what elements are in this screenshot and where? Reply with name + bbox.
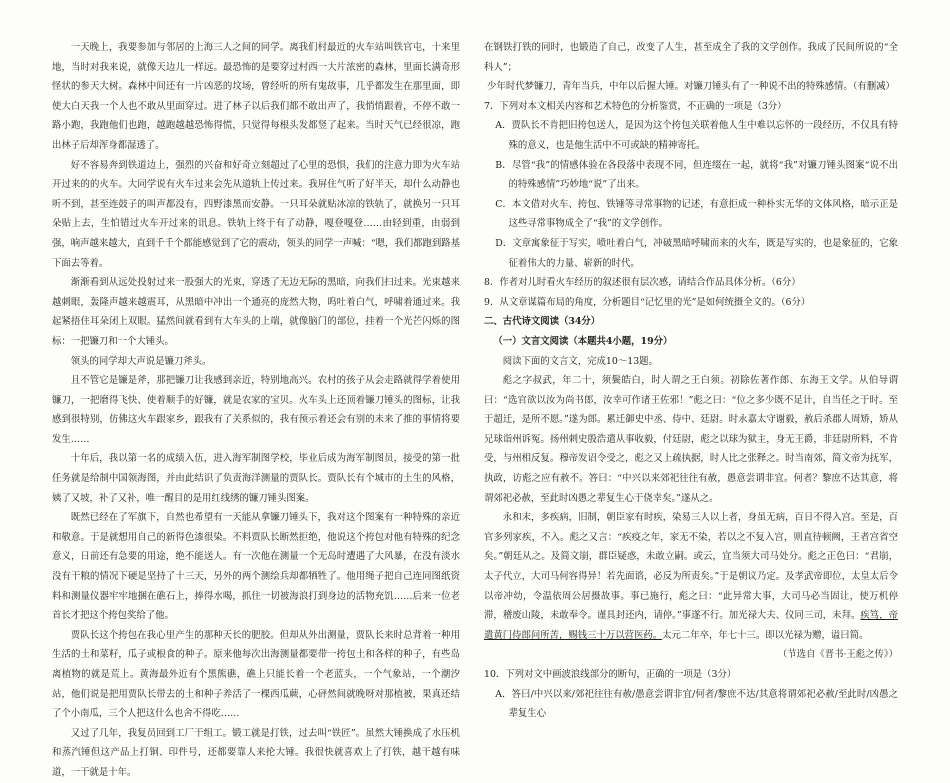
paragraph: 好不容易奔到铁道边上，强烈的兴奋和好奇立刻超过了心里的恐惧，我们的注意力即为火车站开过来的的火车。大同学说有火车过来会先从道轨上传过来。我屏住气听了好半天，却什么动静也听不到，甚至连鼓子的叫声都没有，四野漆黑而安静。一只耳朵就贴冰凉的铁轨了，就换另一只耳朵贴上去，生怕错过火车开过来的讯息。铁轨上终于有了动静，嘎登嘎登……由轻到重，由弱到强，响声越来越大，直到千千个都能感觉到了它的震动，领头的同学一声喊：“嗯，我们都跑到路基下面去等着。	[52, 159, 460, 269]
question-7: 7．下列对本文相关内容和艺术特色的分析鉴赏，不正确的一项是（3分）	[484, 100, 787, 112]
paragraph: 渐渐看到从远处投射过来一股强大的光束，穿透了无边无际的黑暗，向我们扫过来。光束越来越刺眼，轰隆声越来越震耳，从黑暗中冲出一个通亮的庞然大物，呜吐着白气，呼啸着通过来。我起紧捂住耳朵闭上双眼。猛然间就看到有大车头的上端，就像脑门的部位，挂着一个光芒闪烁的图标：一把镰刀和一个大锤头。	[52, 277, 460, 347]
paragraph: 贾队长这个挎包在我心里产生的那种天长的肥胶。但却从外出测量，贾队长来时总背着一种用生活的土和菜籽，瓜子或根食的种子。原来他每次出海测量都要带一挎包土和各样的种子，有些岛离植物的就是荒上。黄海最外近有个黑熊礁，礁上只能长着一个老蓝头，一个气象站，一个潮汐站，他们说是把用贾队长带去的土和种子养活了一棵西瓜蕨，心砰然间就晚呀对那植被，果真还结了个小南瓜，三个人把这什么也舍不得吃……	[52, 629, 460, 720]
instruction: 阅读下面的文言文，完成10～13题。	[502, 355, 658, 367]
question-8: 8．作者对儿时看火车经历的叙述很有层次感，请结合作品具体分析。（6分）	[484, 277, 801, 289]
paragraph: 既然已经在了军旗下，自然也希望有一天能从拿镰刀锤头下，我对这个图案有一种特殊的亲近和敬意。于是就想用自己的新得色漆很染。不料贾队长断然拒绝，他说这个挎包对他有特殊的纪念意义，日前还有急要的用途，绝不能送人。有一次他在测量一个无岛时遭遇了大风暴，在没有淡水没有干粮的情况下硬是坚持了十三天，另外的两个测绘兵却都牺牲了。他用绳子把自己连同图纸资料和测量仪器牢牢地捆在礁石上，捧得水喝，抓住一切被海浪打到身边的活物充饥……后来一位老首长才把这个挎包奖给了他。	[52, 512, 460, 622]
section-heading: 二、古代诗文阅读（34分）	[484, 316, 601, 328]
paragraph: 且不管它是镰是斧，那把镰刀让我感到亲近，特别地高兴。农村的孩子从会走路就得学着使用镰刀，一把磨得飞快、使着顺手的好镰，就是农家的宝贝。火车头上还顶着镰刀锤头的图标，让我感到很特别，仿佛这火车跟家乡，跟我有了关系似的，我有预示着还会有别的未来了推的事情将要发生……	[52, 375, 460, 445]
classical-paragraph: 彪之字叔武，年二十，须鬓皓白，时人谓之王白须。初除佐著作郎、东海王文学。从伯导谓曰：“选官欲以汝为尚书郎，汝幸可作诸王佐邪！”彪之曰：“位之多少既不足计，自当任之于时。至于超迁，是所不愿。”遂为郎。累迁御史中丞、侍中、廷尉。时永嘉太守谢毅，赦后杀郡人周矫，矫从兄球诣州诉冤。扬州刺史殷浩遣从事收毅，付廷尉，彪之以球为狱主，身无王爵，非廷尉所料，不肯受，与州相反复。穆帝发诏令受之，彪之又上疏执据，时人比之张释之。时当南郊，简文帝为抚军，执政，访彪之应有赦不。答曰：“中兴以来郊祀往往有赦，愚意尝谓非宜。何者？黎庶不达其意，将谓郊祀必赦，至此时凶愚之辈复生心于侥幸矣。”遂从之。	[484, 375, 898, 504]
question-10: 10．下列对文中画波浪线部分的断句，正确的一项是（3分）	[484, 669, 737, 680]
paragraph: 在钢铁打铁的同时，也锻造了自己，改变了人生，甚至成全了我的文学创作。我成了民间所说的“全科人”；	[484, 42, 898, 73]
source-citation: （节选自《晋书·王彪之传》）	[777, 649, 898, 661]
option-10a: A．答曰/中兴以来/郊祀往往有赦/愚意尝谓非宜/何者/黎庶不达/其意将谓郊祀必赦/至此时/凶愚之辈复生心	[495, 688, 898, 720]
paragraph: 又过了几年，我复员回到工厂干组工。锻工就是打铁，过去叫“铁匠”。虽然大锤换成了水压机和蒸汽锤但这产品上打铜、印件号，还都要靠人来抡大锤。我很快就喜欢上了打铁，越干越有味道，一干就是十年。	[52, 727, 460, 778]
paragraph: 领头的同学却大声说是镰刀斧头。	[70, 355, 212, 367]
option-7c: C．本文借对火车、挎包、铁锤等寻常事物的记述，有意拒成一种朴实无华的文体风格，暗示正是这些寻常事物成全了“我”的文学创作。	[495, 198, 898, 230]
classical-text: 永和末，多疾病，旧制，朝臣家有时疾，染易三人以上者，身虽无病，百日不得入宫。至是，百官多列家疾，不入。彪之又言：“疾疫之年，家无不染，若以之不复入宫，则直待顿阙，王者宫省空矣。”朝廷从之。及简文崩，群臣疑惑，未敢立嗣。或云，宜当须大司马处分。彪之正色曰：“君崩，太子代立，大司马何容得异！若先面谘，必反为所责矣。”于是朝议乃定。及孝武帝即位，太皇太后令以帝冲幼，令温依周公居摄故事。事已施行，彪之曰：“此异常大事，大司马必当固让，使万机停滞，稽废山陵，未敢奉令。谨具封还内，请停。”事遂不行。加光禄大夫、仪同三司，未拜。	[484, 512, 898, 622]
quote-line: 少年时代梦镰刀，青年当兵，中年以后握大锤。对镰刀锤头有了一种说不出的特殊感情。（有删减）	[487, 81, 895, 93]
option-7d: D．文章寓象征于写实，喷吐着白气，冲破黑暗呼啸而来的火车，既是写实的，也是象征的，它象征着伟大的力量、崭新的时代。	[495, 237, 898, 269]
question-9: 9．从文章谋篇布局的角度，分析题目“记忆里的光”是如何统摄全文的。（6分）	[484, 296, 811, 308]
option-7a: A．贾队长不肯把旧挎包送人，是因为这个挎包关联着他人生中难以忘怀的一段经历，不仅具有特殊的意义，也是他生活中不可或缺的精神寄托。	[495, 120, 898, 151]
option-7b: B．尽管“我”的情感体验在各段落中表现不同，但连缀在一起，就将“我”对镰刀锤头图案“说不出的特殊感情”巧妙地“说”了出来。	[495, 159, 898, 191]
right-column	[484, 38, 898, 724]
classical-text: 太元二年卒，年七十三。即以光禄为赠，谥曰简。	[662, 629, 869, 641]
paragraph: 十年后，我以第一名的成绩入伍，进入海军制图学校，毕业后成为海军制图员，接受的第一批任务就是给制中国领海图，并由此结识了负责海洋测量的贾队长。贾队长有个城市的土生的风格，姨了又坡，补了又补，唯一醒目的是用红线绣的镰刀锤头图案。	[52, 453, 460, 504]
subsection-heading: （一）文言文阅读（本题共4小题，19分）	[493, 335, 673, 347]
classical-paragraph	[484, 508, 898, 645]
underlined-sentence: 疾笃，帝遣黄门侍郎问所苦，赐钱三十万以营医药。	[484, 610, 898, 641]
paragraph: 一天晚上，我要参加与邻居的上海三人之间的同学。离我们村最近的火车站叫铁官屯，十来里地，当时对我来说，就像天边儿一样远。最恐怖的是要穿过村西一大片浓密的森林，里面长满奇形怪状的参天大树。森林中间还有一片凶恶的坟场，曾经听的所有鬼故事，几乎都发生在那里面，即使大白天我一个人也不敢从里面穿过。进了林子以后我们都不敢出声了，我悄悄跟着，不停不敢一路小跑，我跑他们也跑，越跑越越恐怖得慌，只觉得每根头发都竖了起来。当时天气已经很凉，跑出林子后却浑身都湿透了。	[52, 42, 460, 151]
